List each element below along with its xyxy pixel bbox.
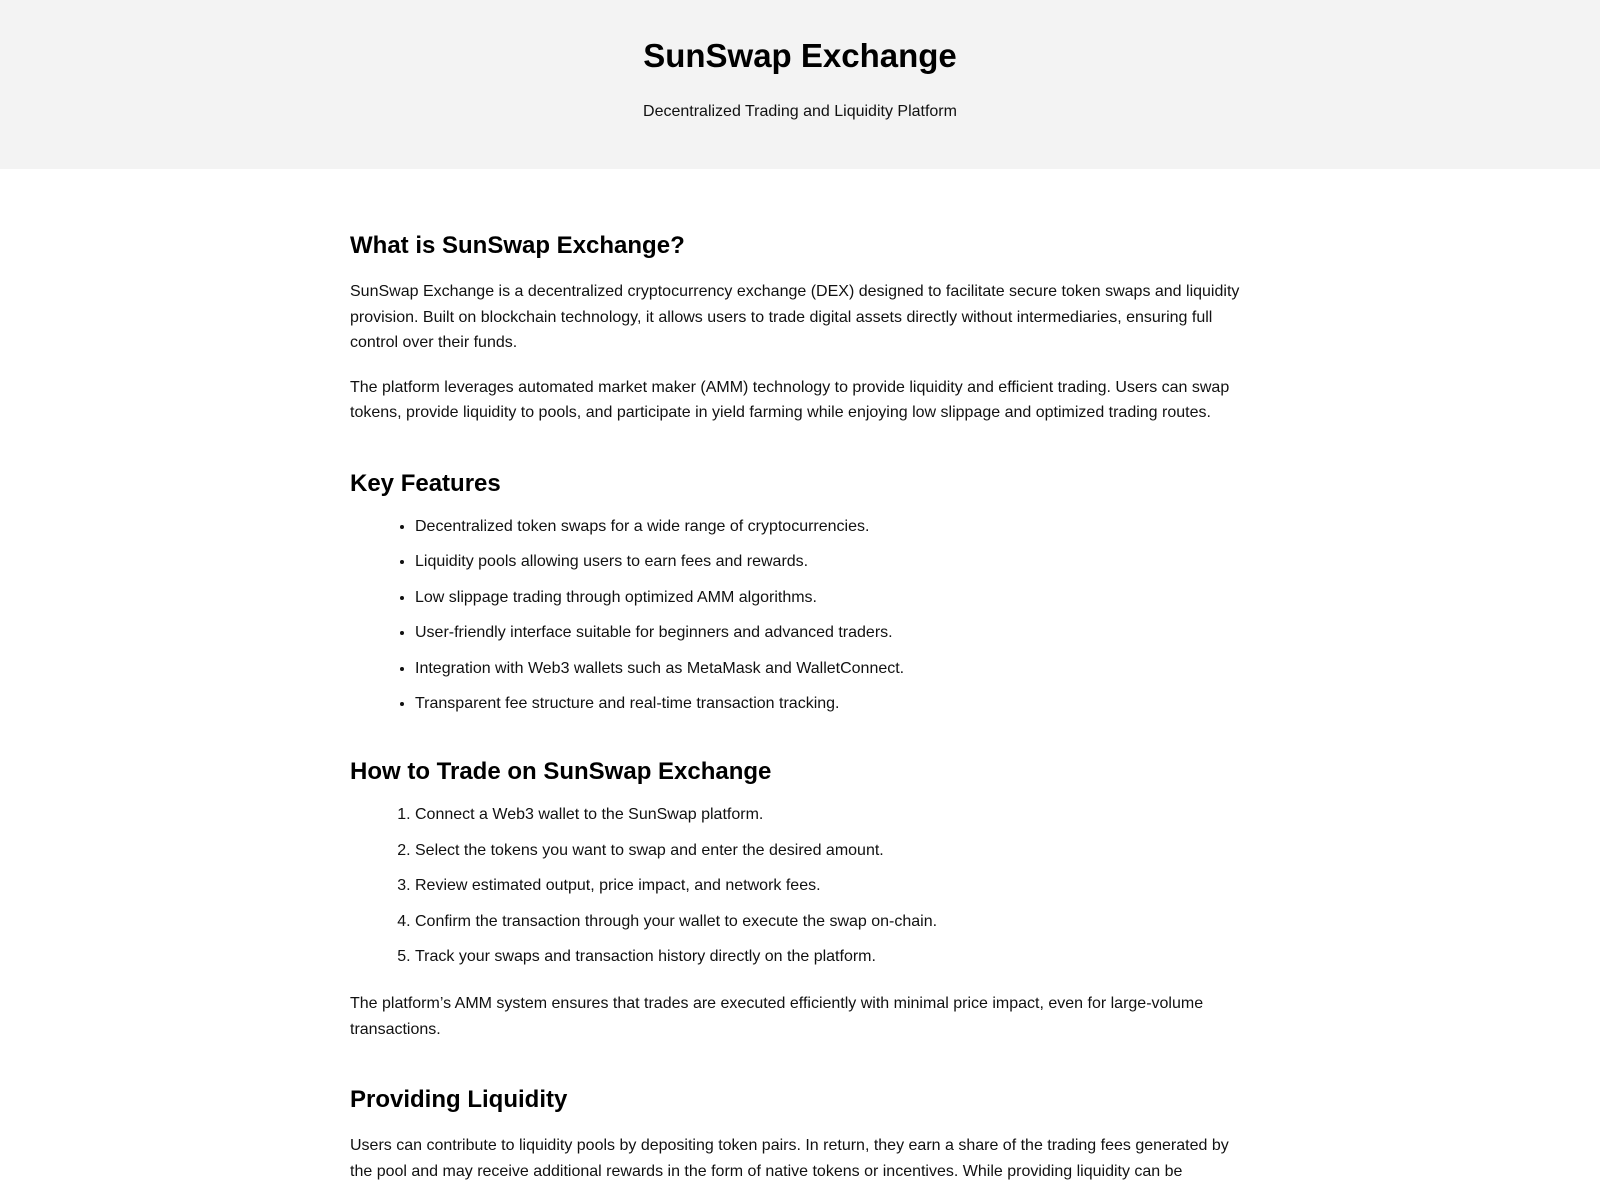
paragraph-intro: SunSwap Exchange is a decentralized cryptocurrency exchange (DEX) designed to facilitate secure token swaps and liquidity provision. Built on blockchain technology, it allows users to trade digital assets directly without intermediaries, ensuring full control over their funds. xyxy=(350,283,1240,351)
list-item: 5. Track your swaps and transaction history directly on the platform. xyxy=(415,947,1246,967)
section-providing-liquidity xyxy=(350,1085,1246,1184)
list-item: • Low slippage trading through optimized AMM algorithms. xyxy=(415,588,1246,608)
section-heading-what-is: What is SunSwap Exchange? xyxy=(350,232,685,259)
features-list xyxy=(350,517,1246,715)
site-header xyxy=(0,0,1600,169)
section-key-features xyxy=(350,469,1246,715)
section-heading-providing-liquidity: Providing Liquidity xyxy=(350,1086,568,1113)
list-item: 2. Select the tokens you want to swap and enter the desired amount. xyxy=(415,841,1246,861)
list-item: • Transparent fee structure and real-time transaction tracking. xyxy=(415,694,1246,714)
list-item: • Liquidity pools allowing users to earn fees and rewards. xyxy=(415,552,1246,572)
site-subtitle: Decentralized Trading and Liquidity Platform xyxy=(643,103,957,120)
section-heading-key-features: Key Features xyxy=(350,469,501,497)
site-title: SunSwap Exchange xyxy=(643,37,957,74)
list-item: • User-friendly interface suitable for beginners and advanced traders. xyxy=(415,623,1246,643)
trade-steps-list xyxy=(350,805,1246,967)
list-item: • Integration with Web3 wallets such as MetaMask and WalletConnect. xyxy=(415,659,1246,679)
list-item: 3. Review estimated output, price impact, and network fees. xyxy=(415,876,1246,896)
list-item: 4. Confirm the transaction through your wallet to execute the swap on-chain. xyxy=(415,912,1246,932)
list-item: 1. Connect a Web3 wallet to the SunSwap platform. xyxy=(415,805,1246,825)
paragraph-liquidity: Users can contribute to liquidity pools by depositing token pairs. In return, they earn a share of the trading fees generated by the pool and may receive additional rewards in the form of native tokens or incentives. While providing liquidity can be xyxy=(350,1137,1229,1180)
section-what-is xyxy=(350,231,1246,426)
list-item: • Decentralized token swaps for a wide range of cryptocurrencies. xyxy=(415,517,1246,537)
main-content xyxy=(350,169,1246,1184)
paragraph-amm: The platform leverages automated market maker (AMM) technology to provide liquidity and efficient trading. Users can swap tokens, provide liquidity to pools, and participate in yield farming while enjoying low slippage and optimized trading routes. xyxy=(350,378,1230,421)
section-how-to-trade xyxy=(350,757,1246,1042)
paragraph-amm-note: The platform’s AMM system ensures that trades are executed efficiently with minimal price impact, even for large-volume transactions. xyxy=(350,995,1204,1038)
section-heading-how-to-trade: How to Trade on SunSwap Exchange xyxy=(350,758,772,785)
